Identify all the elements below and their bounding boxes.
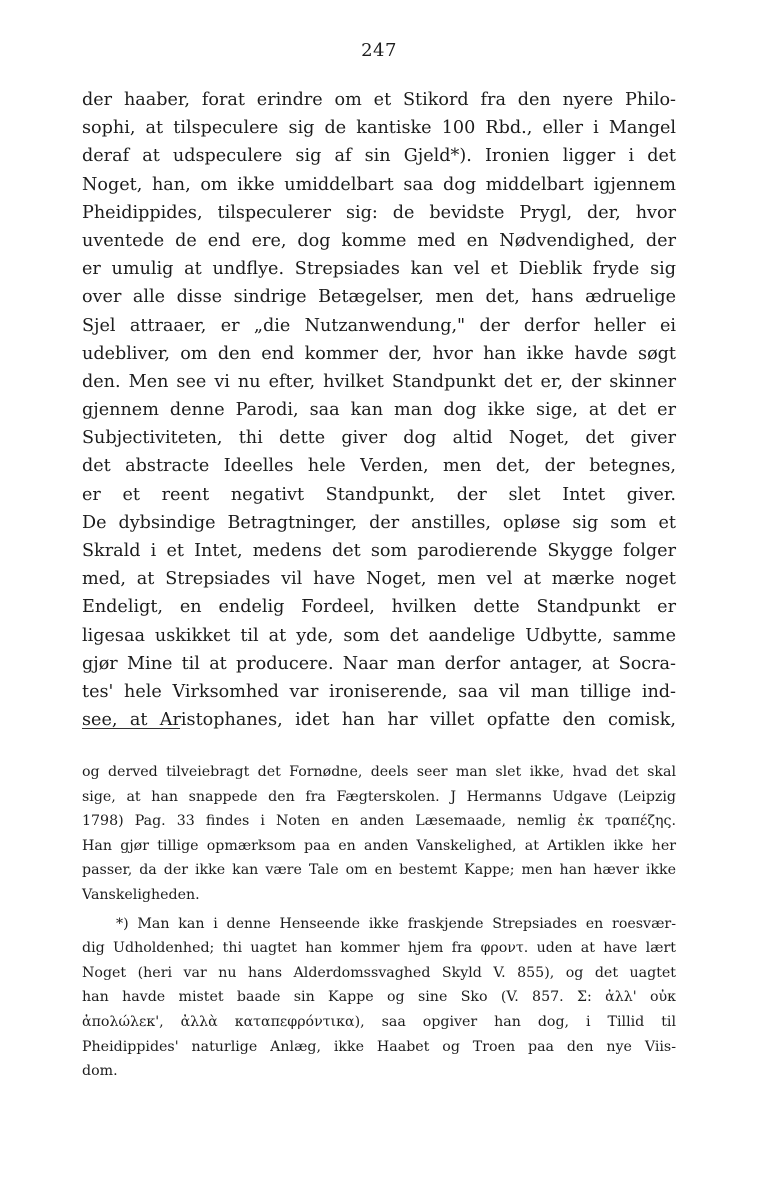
footnote-line: passer, da der ikke kan være Tale om en bestemt Kappe; men han hæver ikke xyxy=(82,862,676,879)
text-line: er et reent negativt Standpunkt, der slet Intet giver. xyxy=(82,484,676,505)
text-line: tes' hele Virksomhed var ironiserende, saa vil man tillige ind- xyxy=(82,681,676,702)
text-line: udebliver, om den end kommer der, hvor han ikke havde søgt xyxy=(82,343,676,364)
footnote-line: Han gjør tillige opmærksom paa en anden Vanskelighed, at Artiklen ikke her xyxy=(82,837,676,854)
footnote-line: 1798) Pag. 33 findes i Noten en anden Læsemaade, nemlig ἐκ τραπέζης. xyxy=(82,813,676,830)
footnote-divider xyxy=(82,728,180,729)
text-line: see, at Aristophanes, idet han har villet opfatte den comisk, xyxy=(82,710,676,731)
text-line: sophi, at tilspeculere sig de kantiske 100 Rbd., eller i Mangel xyxy=(82,118,676,139)
text-line: den. Men see vi nu efter, hvilket Standpunkt det er, der skinner xyxy=(82,371,676,392)
star-footnote-line: Pheidippides' naturlige Anlæg, ikke Haabet og Troen paa den nye Viis- xyxy=(82,1038,676,1055)
text-line: over alle disse sindrige Betægelser, men det, hans ædruelige xyxy=(82,287,676,308)
text-line: det abstracte Ideelles hele Verden, men det, der betegnes, xyxy=(82,456,676,477)
main-text-block xyxy=(82,86,676,734)
text-line: Endeligt, en endelig Fordeel, hvilken dette Standpunkt er xyxy=(82,597,676,618)
star-footnote-line: *) Man kan i denne Henseende ikke fraskjende Strepsiades en roesvær- xyxy=(116,915,676,932)
text-line: Sjel attraaer, er „die Nutzanwendung," der derfor heller ei xyxy=(82,315,676,336)
footnotes-block xyxy=(82,760,676,1084)
page-number: 247 xyxy=(361,40,397,61)
star-footnote-line: dig Udholdenhed; thi uagtet han kommer hjem fra φροντ. uden at have lært xyxy=(82,940,676,957)
footnote-line: Vanskeligheden. xyxy=(82,886,200,903)
text-line: deraf at udspeculere sig af sin Gjeld*). Ironien ligger i det xyxy=(82,146,676,167)
text-line: Skrald i et Intet, medens det som parodierende Skygge folger xyxy=(82,541,676,561)
text-line: der haaber, forat erindre om et Stikord fra den nyere Philo- xyxy=(82,90,676,110)
star-footnote-line: ἀπολώλεκ', ἀλλὰ καταπεφρόντικα), saa opgiver han dog, i Tillid til xyxy=(82,1013,676,1030)
text-line: med, at Strepsiades vil have Noget, men vel at mærke noget xyxy=(82,569,676,590)
text-line: Noget, han, om ikke umiddelbart saa dog middelbart igjennem xyxy=(82,174,676,195)
text-line: gjør Mine til at producere. Naar man derfor antager, at Socra- xyxy=(82,653,676,674)
star-footnote-line: dom. xyxy=(82,1063,118,1080)
footnote-line: og derved tilveiebragt det Fornødne, deels seer man slet ikke, hvad det skal xyxy=(82,764,676,780)
text-line: Subjectiviteten, thi dette giver dog altid Noget, det giver xyxy=(82,428,676,449)
text-line: Pheidippides, tilspeculerer sig: de bevidste Prygl, der, hvor xyxy=(82,202,676,223)
footnote-line: sige, at han snappede den fra Fægterskolen. J Hermanns Udgave (Leipzig xyxy=(82,788,676,805)
text-line: gjennem denne Parodi, saa kan man dog ikke sige, at det er xyxy=(82,400,676,421)
text-line: De dybsindige Betragtninger, der anstilles, opløse sig som et xyxy=(82,512,676,533)
text-line: ligesaa uskikket til at yde, som det aandelige Udbytte, samme xyxy=(82,625,676,646)
text-line: uventede de end ere, dog komme med en Nødvendighed, der xyxy=(82,230,676,251)
star-footnote-line: han havde mistet baade sin Kappe og sine Sko (V. 857. Σ: ἀλλ' οὐκ xyxy=(82,989,676,1006)
star-footnote-line: Noget (heri var nu hans Alderdomssvaghed Skyld V. 855), og det uagtet xyxy=(82,964,676,981)
text-line: er umulig at undflye. Strepsiades kan vel et Dieblik fryde sig xyxy=(82,259,676,280)
